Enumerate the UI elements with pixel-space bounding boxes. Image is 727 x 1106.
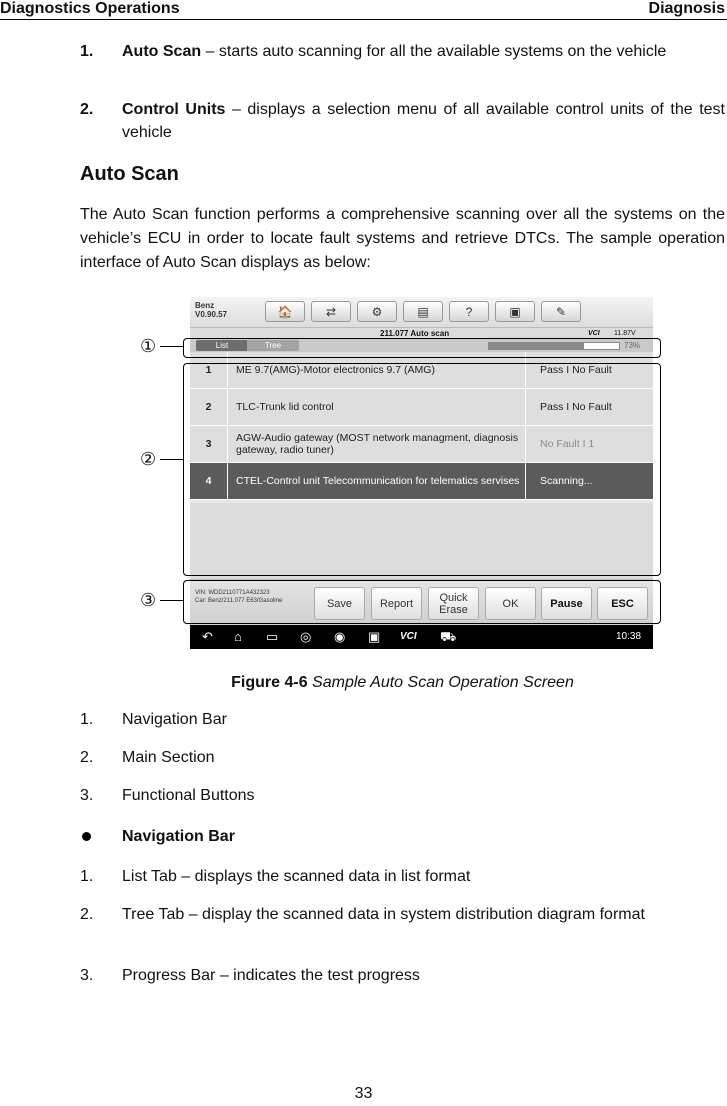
ok-button[interactable]: OK xyxy=(485,587,536,620)
callout-3: ③ xyxy=(140,590,157,610)
nav-item: List Tab – displays the scanned data in list format xyxy=(122,868,471,885)
row-system: ME 9.7(AMG)-Motor electronics 9.7 (AMG) xyxy=(236,364,435,376)
nav-item-number: 1. xyxy=(80,868,94,885)
esc-button[interactable]: ESC xyxy=(597,587,648,620)
callout-frame-navigation-bar xyxy=(183,338,661,358)
callout-3-leader xyxy=(160,600,183,601)
vehicle-swap-icon[interactable]: ⇄ xyxy=(311,301,351,322)
running-header-right: Diagnosis xyxy=(648,0,725,17)
callout-2: ② xyxy=(140,449,157,469)
callout-1: ① xyxy=(140,336,157,356)
intro-item-1: Auto Scan – starts auto scanning for all the available systems on the vehicle xyxy=(122,43,667,60)
nav-item-number: 2. xyxy=(80,906,94,923)
browser-icon[interactable]: ◎ xyxy=(300,629,312,644)
legend-item: Navigation Bar xyxy=(122,711,227,728)
home-icon[interactable]: ⌂ xyxy=(234,629,242,644)
legend-number: 2. xyxy=(80,749,94,766)
row-status: Pass I No Fault xyxy=(525,352,653,388)
nav-item-number: 3. xyxy=(80,967,94,984)
report-button[interactable]: Report xyxy=(371,587,422,620)
row-status: Scanning... xyxy=(525,463,653,499)
vehicle-info: VIN: WDD2110771A432323 Car: Benz/211.077 E63/Gasoline xyxy=(195,590,283,604)
intro-item-2: Control Units – displays a selection menu of all available control units of the test vehicle xyxy=(122,101,725,141)
android-nav-bar xyxy=(190,625,653,649)
callout-1-leader xyxy=(160,346,183,347)
screen-title: 211.077 Auto scan xyxy=(380,329,450,338)
quick-erase-button[interactable]: Quick Erase xyxy=(428,587,479,620)
bullet-dot xyxy=(82,832,91,841)
save-button[interactable]: Save xyxy=(314,587,365,620)
header-rule xyxy=(0,19,727,20)
tab-tree[interactable]: Tree xyxy=(247,340,299,351)
section-title: Auto Scan xyxy=(80,163,179,185)
home-m-icon[interactable]: 🏠 xyxy=(265,301,305,322)
running-header-left: Diagnostics Operations xyxy=(0,0,180,17)
row-number: 2 xyxy=(190,389,228,425)
pause-button[interactable]: Pause xyxy=(541,587,592,620)
vci-icon[interactable]: VCI xyxy=(400,631,417,642)
toolbar-brand: Benz V0.90.57 xyxy=(195,301,228,319)
row-system: TLC-Trunk lid control xyxy=(236,401,334,413)
legend-item: Functional Buttons xyxy=(122,787,255,804)
intro-item-2-number: 2. xyxy=(80,101,94,118)
recent-apps-icon[interactable]: ▭ xyxy=(266,629,279,644)
callout-frame-functional-buttons xyxy=(183,580,661,624)
back-icon[interactable]: ↶ xyxy=(202,629,213,644)
figure-caption: Figure 4-6 Sample Auto Scan Operation Screen xyxy=(231,674,574,691)
callout-2-leader xyxy=(160,459,183,460)
row-number: 4 xyxy=(190,463,228,499)
intro-item-1-number: 1. xyxy=(80,43,94,60)
clock: 10:38 xyxy=(616,631,642,642)
legend-item: Main Section xyxy=(122,749,215,766)
page-number: 33 xyxy=(354,1085,373,1102)
battery-voltage: 11.87V xyxy=(614,330,636,337)
camera-icon[interactable]: ◉ xyxy=(334,629,346,644)
row-status: Pass I No Fault xyxy=(525,389,653,425)
nav-item: Progress Bar – indicates the test progress xyxy=(122,967,420,984)
progress-percent: 73% xyxy=(624,341,641,350)
row-number: 3 xyxy=(190,426,228,462)
pen-icon[interactable]: ✎ xyxy=(541,301,581,322)
save-icon[interactable]: ▣ xyxy=(495,301,535,322)
section-paragraph: The Auto Scan function performs a comprehensive scanning over all the systems on the vehicle’s ECU in order to locate fault systems and retrieve DTCs. The sample operation interface of Auto Scan displays as below: xyxy=(80,206,725,271)
car-icon[interactable]: ⛟ xyxy=(440,629,457,644)
row-status: No Fault I 1 xyxy=(525,426,653,462)
bullet-heading: Navigation Bar xyxy=(122,828,235,845)
row-number: 1 xyxy=(190,352,228,388)
row-system: CTEL-Control unit Telecommunication for telematics servises xyxy=(236,475,520,487)
legend-number: 1. xyxy=(80,711,94,728)
tab-list[interactable]: List xyxy=(196,340,248,351)
settings-icon[interactable]: ⚙ xyxy=(357,301,397,322)
legend-number: 3. xyxy=(80,787,94,804)
row-system: AGW-Audio gateway (MOST network managment, diagnosis gateway, radio tuner) xyxy=(236,432,519,456)
print-icon[interactable]: ▤ xyxy=(403,301,443,322)
toolbar xyxy=(190,297,653,328)
screen-record-icon[interactable]: ▣ xyxy=(368,629,381,644)
nav-item: Tree Tab – display the scanned data in system distribution diagram format xyxy=(122,906,645,923)
callout-frame-main-section xyxy=(183,363,661,576)
vci-status: VCI xyxy=(588,330,600,337)
help-icon[interactable]: ? xyxy=(449,301,489,322)
